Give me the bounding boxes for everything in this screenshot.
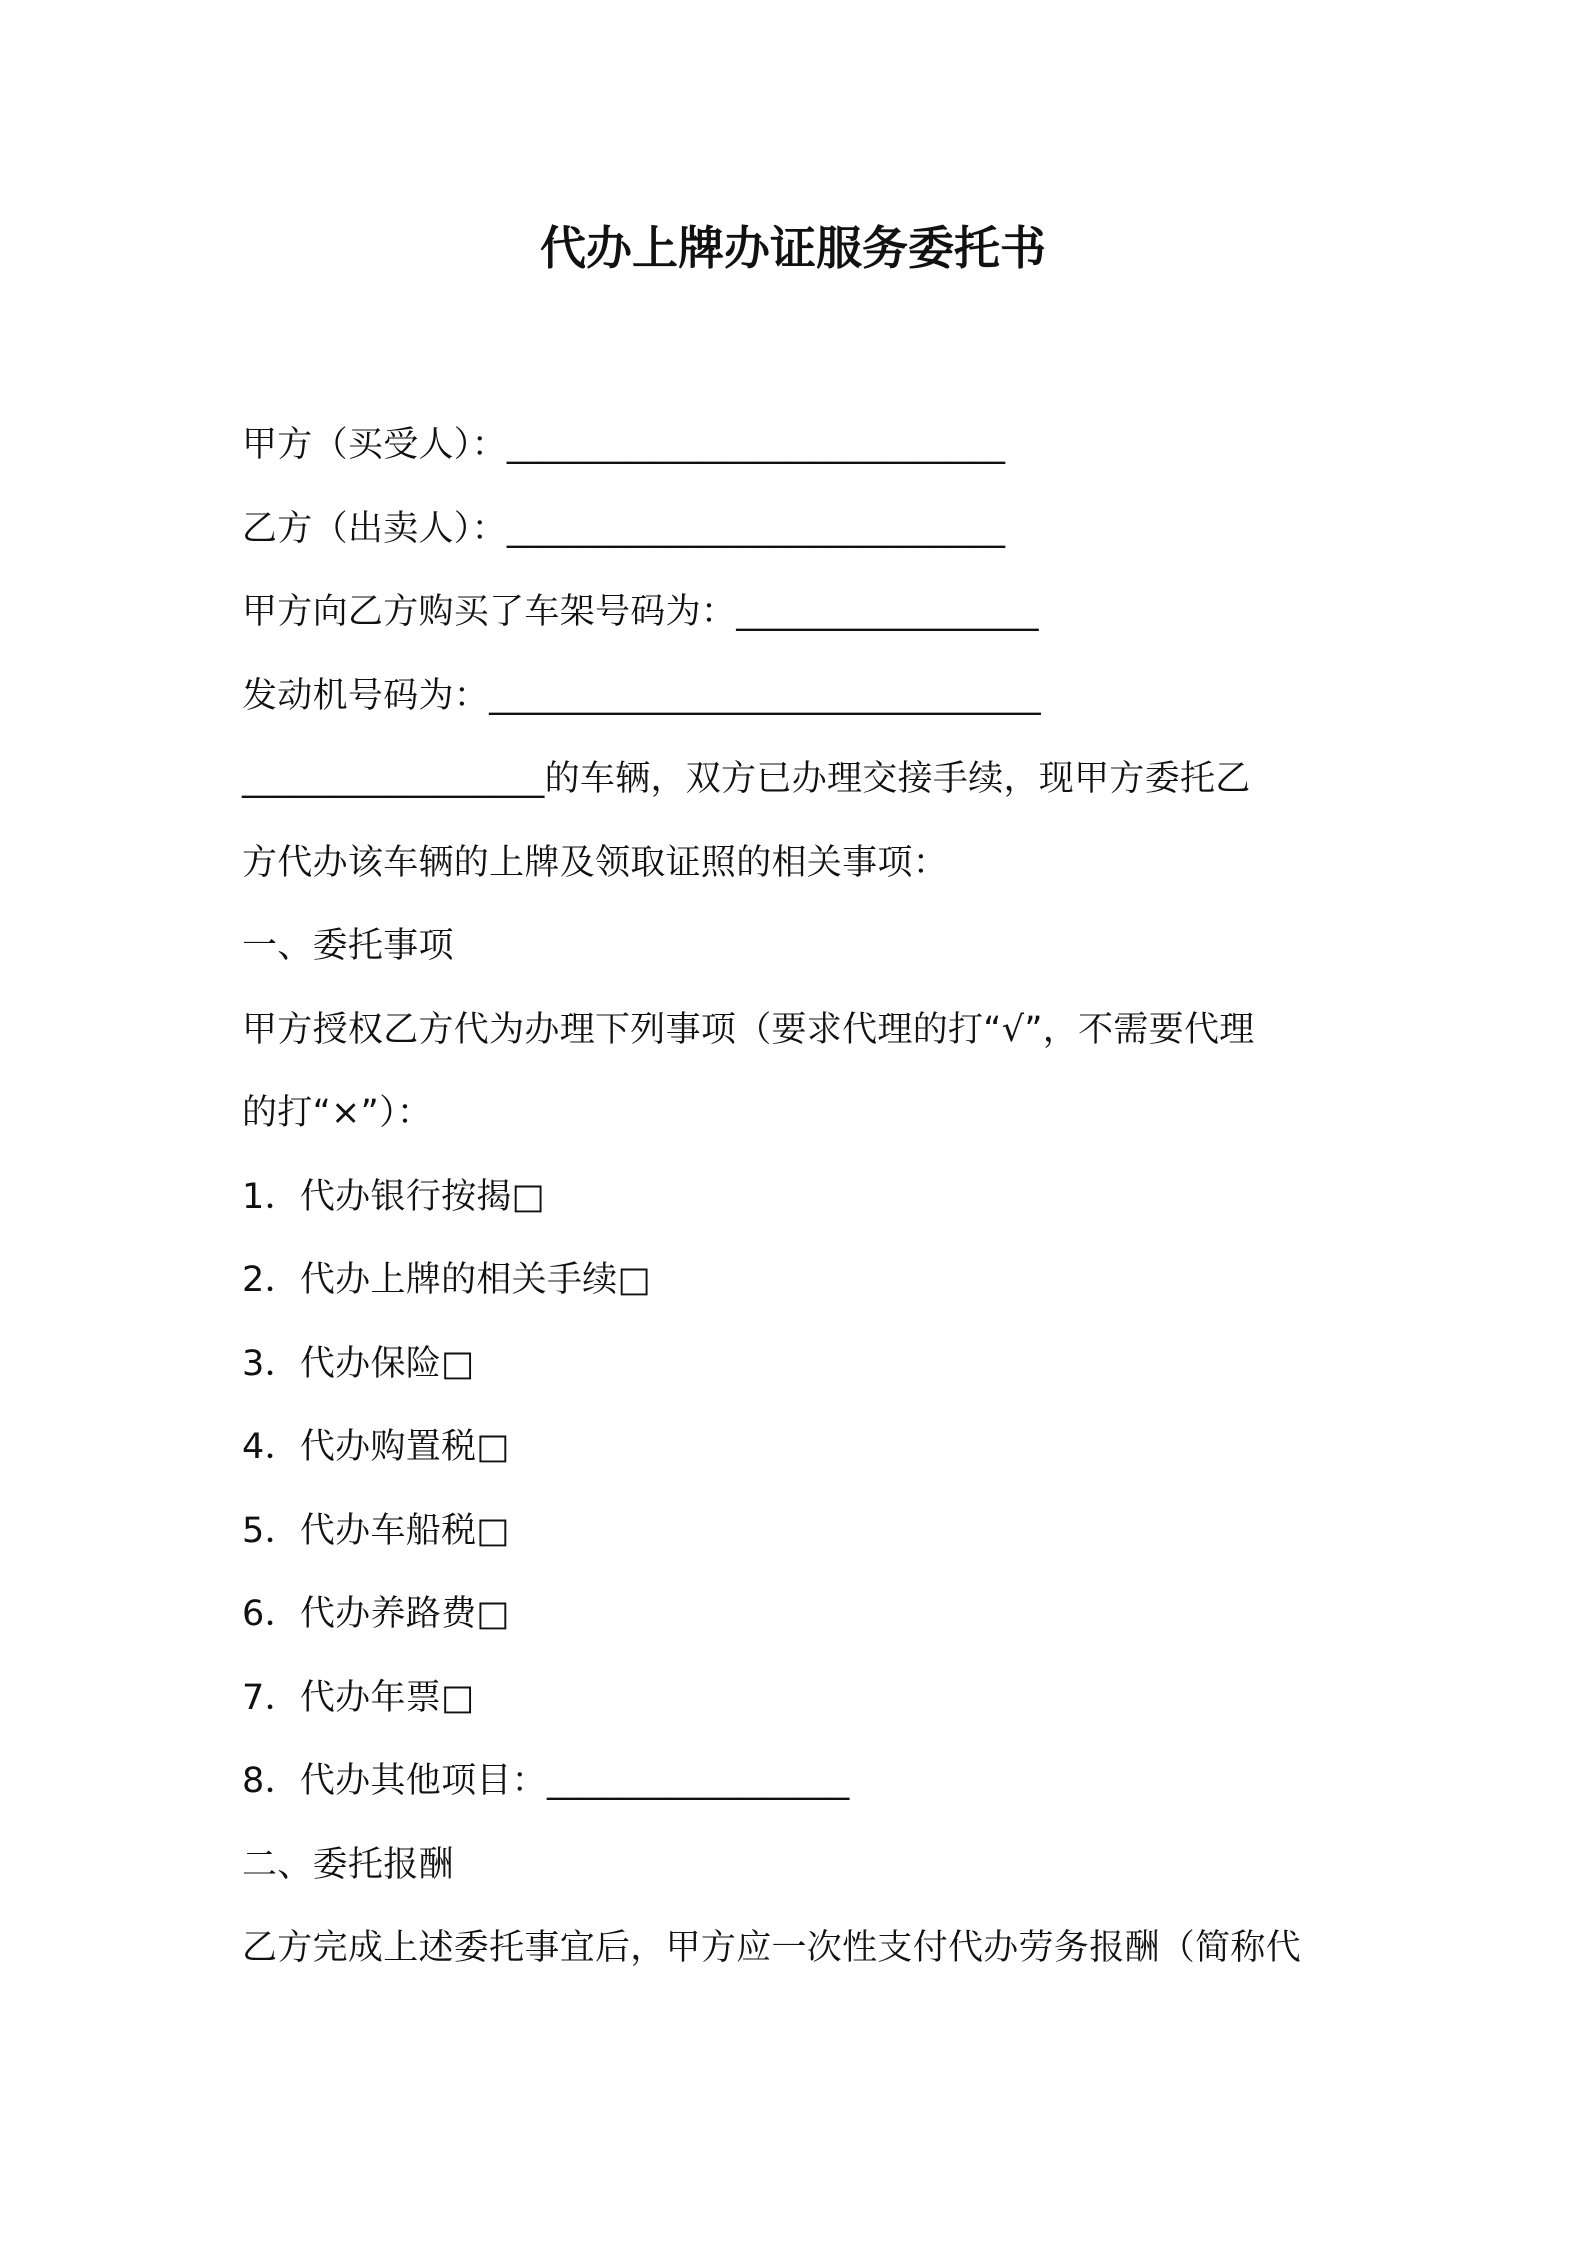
frame-number-field: 甲方向乙方购买了车架号码为：_________________ [242, 592, 1039, 632]
matter-item-5: 5．代办车船税□ [242, 1510, 510, 1551]
authorization-instruction: 甲方授权乙方代为办理下列事项（要求代理的打“√”，不需要代理 [242, 1009, 1255, 1050]
document-body [242, 404, 1362, 1991]
remuneration-text: 乙方完成上述委托事宜后，甲方应一次性支付代办劳务报酬（简称代 [242, 1928, 1302, 1968]
matter-item-1: 1．代办银行按揭□ [242, 1176, 546, 1217]
party-b-field: 乙方（出卖人）：____________________________ [242, 508, 1006, 549]
vehicle-handover-text-continued: 方代办该车辆的上牌及领取证照的相关事项： [242, 842, 949, 883]
matter-item-7: 7．代办年票□ [242, 1677, 475, 1718]
document-title: 代办上牌办证服务委托书 [540, 221, 1046, 275]
engine-number-field: 发动机号码为：_______________________________ [242, 675, 1041, 716]
party-a-field: 甲方（买受人）：____________________________ [242, 425, 1006, 465]
matter-item-3: 3．代办保险□ [242, 1343, 475, 1384]
matter-item-6: 6．代办养路费□ [242, 1594, 510, 1634]
vehicle-handover-text: _________________的车辆，双方已办理交接手续，现甲方委托乙 [242, 759, 1251, 799]
authorization-instruction-continued: 的打“×”）： [242, 1093, 433, 1133]
section-heading-entrusted-matters: 一、委托事项 [242, 926, 454, 966]
matter-item-2: 2．代办上牌的相关手续□ [242, 1260, 651, 1300]
section-heading-remuneration: 二、委托报酬 [242, 1844, 454, 1885]
matter-item-4: 4．代办购置税□ [242, 1427, 510, 1467]
matter-item-8: 8．代办其他项目：_________________ [242, 1761, 850, 1801]
